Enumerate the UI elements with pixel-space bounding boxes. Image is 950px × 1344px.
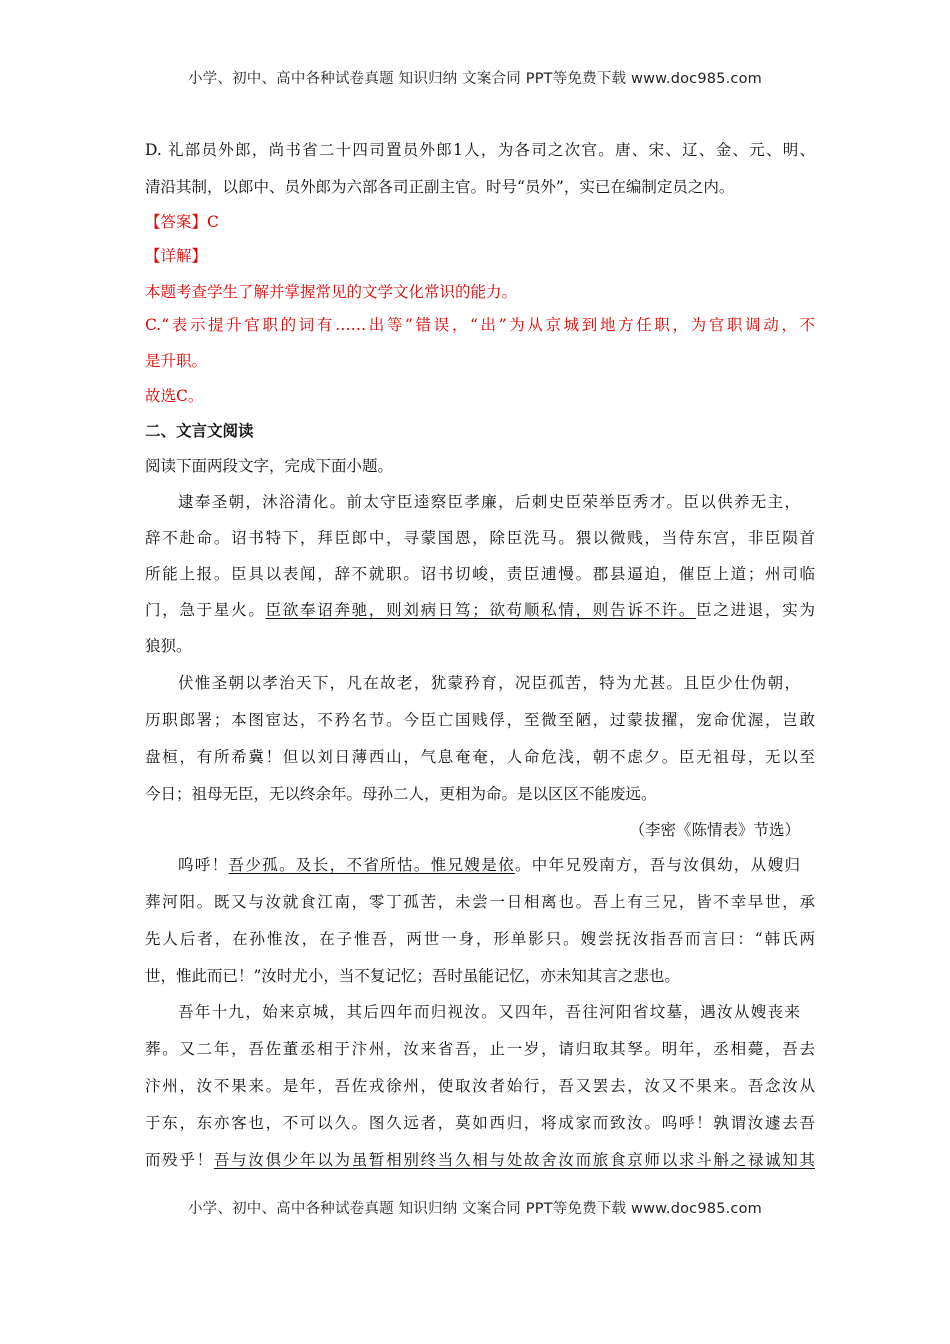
p3-line-1: [178, 855, 800, 875]
p4-line-1: 吾年十九，始来京城，其后四年而归视汝。又四年，吾往河阳省坟墓，遇汝从嫂丧来: [178, 1003, 800, 1021]
p1-line-1: 逮奉圣朝，沐浴清化。前太守臣逵察臣孝廉，后刺史臣荣举臣秀才。臣以供养无主，: [178, 493, 800, 511]
section-title: 二、文言文阅读: [145, 421, 254, 440]
p4-line-5-start: 而殁乎！: [145, 1151, 214, 1169]
option-d-line-2: 清沿其制，以郎中、员外郎为六部各司正副主官。时号“员外”，实已在编制定员之内。: [145, 178, 735, 196]
p3-line-1-end: 。中年兄殁南方，吾与汝俱幼，从嫂归: [514, 856, 800, 874]
detail-line-2: C.“表示提升官职的词有……出等”错误，“出”为从京城到地方任职，为官职调动，不: [145, 316, 815, 334]
page-footer: 小学、初中、高中各种试卷真题 知识归纳 文案合同 PPT等免费下载 www.doc985.com: [187, 1201, 763, 1217]
p3-line-2: 葬河阳。既又与汝就食江南，零丁孤苦，未尝一日相离也。吾上有三兄，皆不幸早世，承: [145, 893, 815, 911]
p1-line-4-start: 门，急于星火。: [145, 601, 266, 619]
source-citation: （李密《陈情表》节选）: [629, 821, 800, 839]
instruction: 阅读下面两段文字，完成下面小题。: [145, 457, 394, 475]
p2-line-1: 伏惟圣朝以孝治天下，凡在故老，犹蒙矜育，况臣孤苦，特为尤甚。且臣少仕伪朝，: [178, 674, 800, 692]
choose-line: 故选C。: [145, 387, 204, 405]
p3-line-3: 先人后者，在孙惟汝，在子惟吾，两世一身，形单影只。嫂尝抚汝指吾而言曰：“韩氏两: [145, 930, 815, 948]
p3-underlined-sentence: 吾少孤。及长，不省所怙。惟兄嫂是依: [228, 856, 515, 874]
option-d-line-1: D. 礼部员外郎，尚书省二十四司置员外郎1人，为各司之次官。唐、宋、辽、金、元、明、: [145, 141, 815, 159]
answer-line: [145, 212, 815, 232]
p2-line-4: 今日；祖母无臣，无以终余年。母孙二人，更相为命。是以区区不能废远。: [145, 785, 657, 803]
detail-line-3: 是升职。: [145, 352, 208, 370]
p4-line-3: 汴州，汝不果来。是年，吾佐戎徐州，使取汝者始行，吾又罢去，汝又不果来。吾念汝从: [145, 1077, 815, 1095]
p3-line-4: 世，惟此而已！”汝时尤小，当不复记忆；吾时虽能记忆，亦未知其言之悲也。: [145, 967, 680, 985]
page-header: 小学、初中、高中各种试卷真题 知识归纳 文案合同 PPT等免费下载 www.doc985.com: [187, 71, 763, 87]
p3-line-1-start: 呜呼！: [178, 856, 229, 874]
p4-line-2: 葬。又二年，吾佐董丞相于汴州，汝来省吾，止一岁，请归取其孥。明年，丞相薨，吾去: [145, 1040, 815, 1058]
p1-line-3: 所能上报。臣具以表闻，辞不就职。诏书切峻，责臣逋慢。郡县逼迫，催臣上道；州司临: [145, 565, 815, 583]
p1-line-2: 辞不赴命。诏书特下，拜臣郎中，寻蒙国恩，除臣洗马。猥以微贱，当侍东宫，非臣陨首: [145, 529, 815, 547]
p2-line-2: 历职郎署；本图宦达，不矜名节。今臣亡国贱俘，至微至陋，过蒙拔擢，宠命优渥，岂敢: [145, 711, 815, 729]
p2-line-3: 盘桓，有所希冀！但以刘日薄西山，气息奄奄，人命危浅，朝不虑夕。臣无祖母，无以至: [145, 748, 815, 766]
detail-line-1: 本题考查学生了解并掌握常见的文学文化常识的能力。: [145, 283, 518, 301]
p1-line-4: [145, 600, 815, 620]
answer-label: 【答案】: [145, 213, 208, 231]
p4-line-4: 于东，东亦客也，不可以久。图久远者，莫如西归，将成家而致汝。呜呼！孰谓汝遽去吾: [145, 1114, 815, 1132]
p4-underlined-sentence: 吾与汝俱少年以为虽暂相别终当久相与处故舍汝而旅食京师以求斗斛之禄诚知其: [213, 1151, 815, 1169]
answer-value: C: [207, 213, 219, 231]
p4-line-5: [145, 1150, 815, 1170]
detail-label: 【详解】: [145, 247, 208, 265]
p1-underlined-sentence: 臣欲奉诏奔驰，则刘病日笃；欲苟顺私情，则告诉不许。: [265, 601, 697, 619]
p1-line-4-end: 臣之进退，实为: [696, 601, 815, 619]
p1-line-5: 狼狈。: [145, 637, 192, 655]
